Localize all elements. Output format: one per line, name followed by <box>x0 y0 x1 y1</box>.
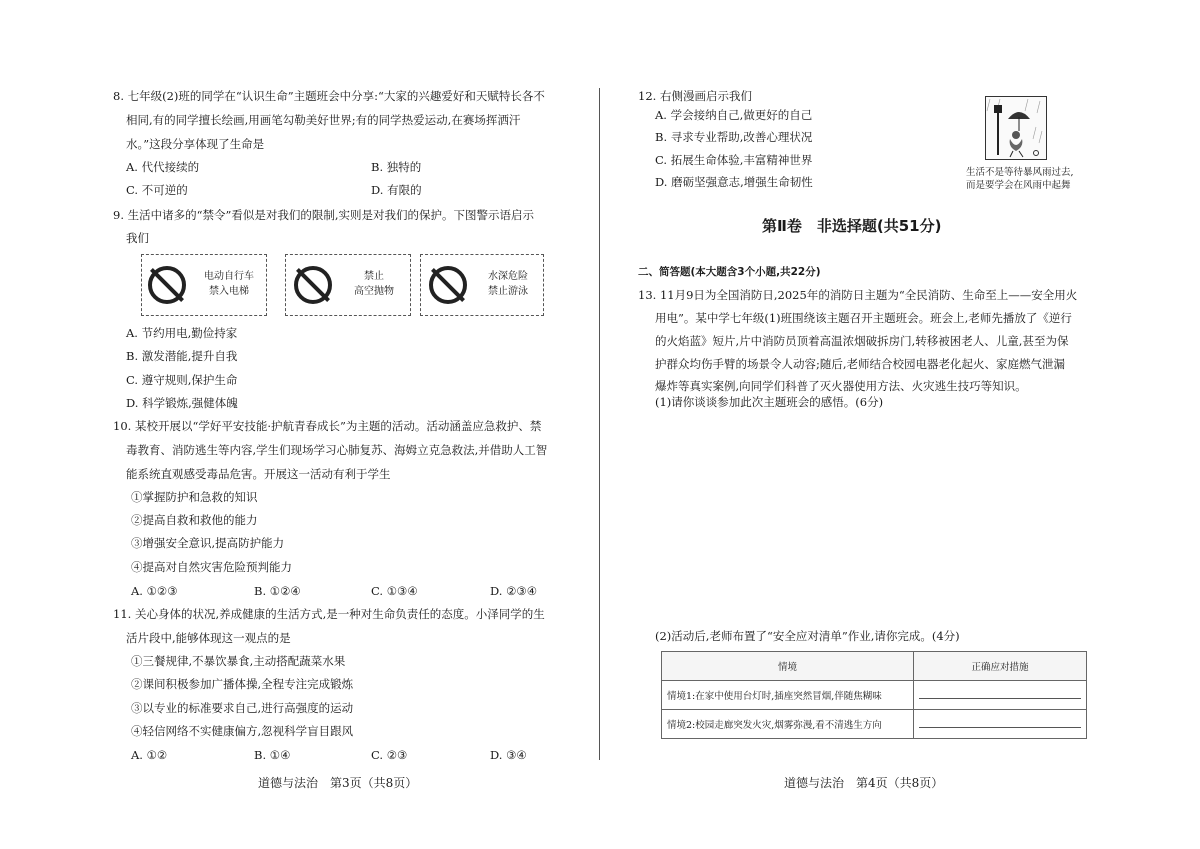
umbrella-rain-illustration <box>986 97 1046 159</box>
warning-sign-ebike <box>141 254 267 316</box>
q13-stem-line5: 爆炸等真实案例,向同学们科普了灭火器使用方法、火灾逃生技巧等知识。 <box>655 379 1027 393</box>
q10-item-1: ①掌握防护和急救的知识 <box>131 490 258 504</box>
q8-option-b[interactable]: B. 独特的 <box>371 160 422 174</box>
q13-stem-line1: 13. 11月9日为全国消防日,2025年的消防日主题为“全民消防、生命至上——安全用火 <box>638 288 1078 302</box>
answer-cell-2[interactable] <box>914 710 1087 739</box>
header-measures: 正确应对措施 <box>914 652 1087 681</box>
q11-item-2: ②课间积极参加广播体操,全程专注完成锻炼 <box>131 677 354 691</box>
sign-3-line1: 水深危险 <box>488 271 528 282</box>
q8-stem-line1: 8. 七年级(2)班的同学在“认识生命”主题班会中分享:“大家的兴趣爱好和天赋特长各不 <box>113 89 545 103</box>
q10-stem-line3: 能系统直观感受毒品危害。开展这一活动有利于学生 <box>126 467 391 481</box>
cartoon-caption-line1: 生活不是等待暴风雨过去, <box>966 167 1074 178</box>
q10-option-c[interactable]: C. ①③④ <box>371 584 418 598</box>
q12-option-c[interactable]: C. 拓展生命体验,丰富精神世界 <box>655 153 813 167</box>
sign-3-line2: 禁止游泳 <box>488 286 528 297</box>
q9-option-d[interactable]: D. 科学锻炼,强健体魄 <box>126 396 238 410</box>
q12-option-b[interactable]: B. 寻求专业帮助,改善心理状况 <box>655 130 813 144</box>
dancing-in-rain-cartoon <box>985 96 1047 160</box>
q9-option-a[interactable]: A. 节约用电,勤俭持家 <box>126 326 238 340</box>
table-header-row <box>662 652 1087 681</box>
q10-stem-line1: 10. 某校开展以“学好平安技能·护航青春成长”为主题的活动。活动涵盖应急救护、禁 <box>113 419 542 433</box>
q10-option-a[interactable]: A. ①②③ <box>131 584 178 598</box>
warning-sign-throwing <box>285 254 411 316</box>
q12-option-d[interactable]: D. 磨砺坚强意志,增强生命韧性 <box>655 175 813 189</box>
q11-option-d[interactable]: D. ③④ <box>490 748 527 762</box>
answer-area-1[interactable] <box>655 420 1085 620</box>
sign-2-line2: 高空抛物 <box>354 286 394 297</box>
q9-option-c[interactable]: C. 遵守规则,保护生命 <box>126 373 238 387</box>
q11-item-3: ③以专业的标准要求自己,进行高强度的运动 <box>131 701 354 715</box>
situation-1: 情境1:在家中使用台灯时,插座突然冒烟,伴随焦糊味 <box>662 681 914 710</box>
q13-stem-line2: 用电”。某中学七年级(1)班围绕该主题召开主题班会。班会上,老师先播放了《逆行 <box>655 311 1072 325</box>
q10-option-d[interactable]: D. ②③④ <box>490 584 538 598</box>
q13-subquestion-2: (2)活动后,老师布置了“安全应对清单”作业,请你完成。(4分) <box>655 629 960 643</box>
q11-option-b[interactable]: B. ①④ <box>254 748 291 762</box>
q9-stem-line2: 我们 <box>126 231 149 245</box>
q12-stem: 12. 右侧漫画启示我们 <box>638 89 752 103</box>
section-title: 第Ⅱ卷 非选择题(共51分) <box>762 217 942 235</box>
q8-stem-line3: 水。”这段分享体现了生命是 <box>126 137 265 151</box>
sign-1-line2: 禁入电梯 <box>209 286 249 297</box>
answer-line-2[interactable] <box>919 717 1081 728</box>
left-page-footer: 道德与法治 第3页（共8页） <box>258 776 418 790</box>
header-situation: 情境 <box>662 652 914 681</box>
table-row <box>662 681 1087 710</box>
right-page-footer: 道德与法治 第4页（共8页） <box>784 776 944 790</box>
q10-stem-line2: 毒教育、消防逃生等内容,学生们现场学习心肺复苏、海姆立克急救法,并借助人工智 <box>126 443 548 457</box>
table-row <box>662 710 1087 739</box>
q11-item-4: ④轻信网络不实健康偏方,忽视科学盲目跟风 <box>131 724 354 738</box>
q10-item-3: ③增强安全意识,提高防护能力 <box>131 536 285 550</box>
sign-1-line1: 电动自行车 <box>204 271 254 282</box>
q8-option-c[interactable]: C. 不可逆的 <box>126 183 188 197</box>
q12-option-a[interactable]: A. 学会接纳自己,做更好的自己 <box>655 108 813 122</box>
part-heading: 二、简答题(本大题含3个小题,共22分) <box>638 266 821 278</box>
page-divider <box>599 88 600 760</box>
q9-stem-line1: 9. 生活中诸多的“禁令”看似是对我们的限制,实则是对我们的保护。下图警示语启示 <box>113 208 535 222</box>
q10-option-b[interactable]: B. ①②④ <box>254 584 301 598</box>
q8-option-d[interactable]: D. 有限的 <box>371 183 422 197</box>
q9-option-b[interactable]: B. 激发潜能,提升自我 <box>126 349 238 363</box>
warning-sign-swimming <box>420 254 544 316</box>
q11-option-a[interactable]: A. ①② <box>131 748 168 762</box>
q13-subquestion-1: (1)请你谈谈参加此次主题班会的感悟。(6分) <box>655 395 884 409</box>
answer-cell-1[interactable] <box>914 681 1087 710</box>
q8-stem-line2: 相同,有的同学擅长绘画,用画笔勾勒美好世界;有的同学热爱运动,在赛场挥洒汗 <box>126 113 521 127</box>
cartoon-caption-line2: 而是要学会在风雨中起舞 <box>966 180 1071 191</box>
sign-2-line1: 禁止 <box>364 271 384 282</box>
q11-option-c[interactable]: C. ②③ <box>371 748 408 762</box>
safety-checklist-table <box>661 651 1087 739</box>
answer-line-1[interactable] <box>919 688 1081 699</box>
q13-stem-line4: 护群众均伤手臂的场景令人动容;随后,老师结合校园电器老化起火、家庭燃气泄漏 <box>655 357 1066 371</box>
situation-2: 情境2:校园走廊突发火灾,烟雾弥漫,看不清逃生方向 <box>662 710 914 739</box>
q11-stem-line1: 11. 关心身体的状况,养成健康的生活方式,是一种对生命负责任的态度。小泽同学的生 <box>113 607 545 621</box>
q10-item-2: ②提高自救和救他的能力 <box>131 513 258 527</box>
q13-stem-line3: 的火焰蓝》短片,片中消防员顶着高温浓烟破拆房门,转移被困老人、儿童,甚至为保 <box>655 334 1069 348</box>
q10-item-4: ④提高对自然灾害危险预判能力 <box>131 560 292 574</box>
q8-option-a[interactable]: A. 代代接续的 <box>126 160 200 174</box>
q11-item-1: ①三餐规律,不暴饮暴食,主动搭配蔬菜水果 <box>131 654 346 668</box>
q11-stem-line2: 活片段中,能够体现这一观点的是 <box>126 631 291 645</box>
